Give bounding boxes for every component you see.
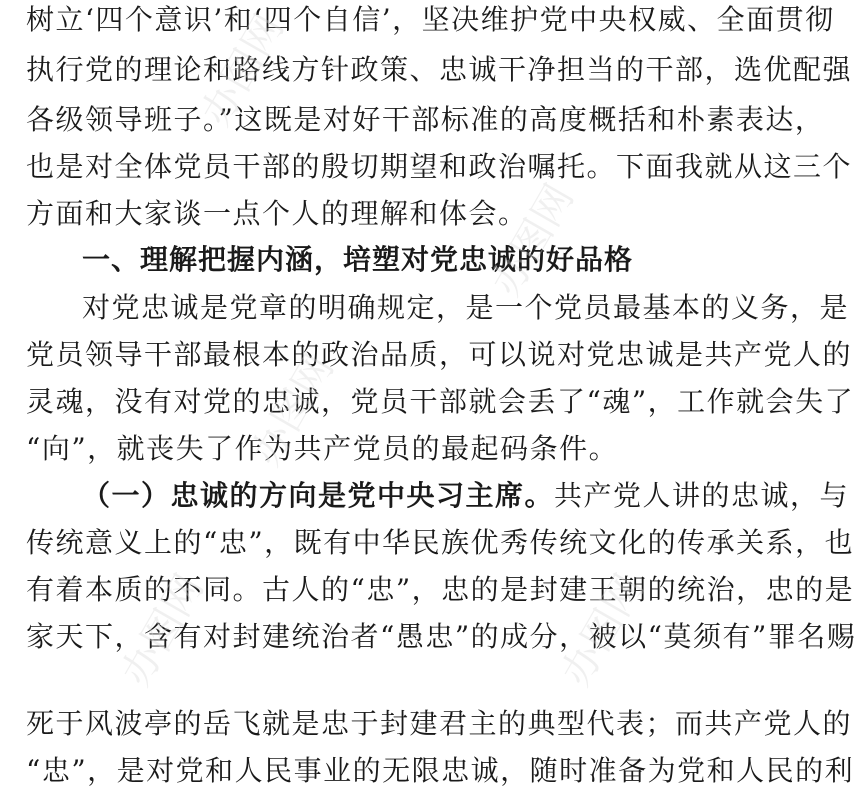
text-line: 对党忠诚是党章的明确规定，是一个党员最基本的义务，是 bbox=[82, 291, 850, 324]
watermark: 办图网 bbox=[193, 6, 293, 134]
section-heading: 一、理解把握内涵，培塑对党忠诚的好品格 bbox=[82, 243, 634, 276]
text-line: “向”，就丧失了作为共产党员的最起码条件。 bbox=[26, 432, 619, 465]
text-line: 方面和大家谈一点个人的理解和体会。 bbox=[26, 197, 528, 230]
watermark: 办图网 bbox=[113, 566, 213, 694]
text-line: “忠”，是对党和人民事业的无限忠诚，随时准备为党和人民的利 bbox=[26, 754, 855, 787]
text-line: 死于风波亭的岳飞就是忠于封建君主的典型代表；而共产党人的 bbox=[26, 707, 853, 740]
subsection-heading: （一）忠诚的方向是党中央习主席。 bbox=[82, 479, 555, 512]
text-line: 有着本质的不同。古人的“忠”，忠的是封建王朝的统治，忠的是 bbox=[26, 573, 855, 606]
watermark: 办图网 bbox=[243, 346, 343, 474]
text-line: 各级领导班子。”这既是对好干部标准的高度概括和朴素表达， bbox=[26, 103, 825, 136]
text-line: 执行党的理论和路线方针政策、忠诚干净担当的干部，选优配强 bbox=[26, 53, 853, 86]
text-line: 党员领导干部最根本的政治品质，可以说对党忠诚是共产党人的 bbox=[26, 338, 853, 371]
text-line: 也是对全体党员干部的殷切期望和政治嘱托。下面我就从这三个 bbox=[26, 150, 853, 183]
subsection-text: 共产党人讲的忠诚，与 bbox=[554, 479, 850, 512]
subsection-line bbox=[82, 478, 850, 514]
watermark: 办图网 bbox=[553, 566, 653, 694]
text-line: 灵魂，没有对党的忠诚，党员干部就会丢了“魂”，工作就会失了 bbox=[26, 385, 855, 418]
text-line: 传统意义上的“忠”，既有中华民族优秀传统文化的传承关系，也 bbox=[26, 526, 855, 559]
watermark: 办图网 bbox=[483, 176, 583, 304]
text-line: 树立‘四个意识’和‘四个自信’，坚决维护党中央权威、全面贯彻 bbox=[26, 3, 835, 36]
text-line: 家天下，含有对封建统治者“愚忠”的成分，被以“莫须有”罪名赐 bbox=[26, 620, 856, 653]
